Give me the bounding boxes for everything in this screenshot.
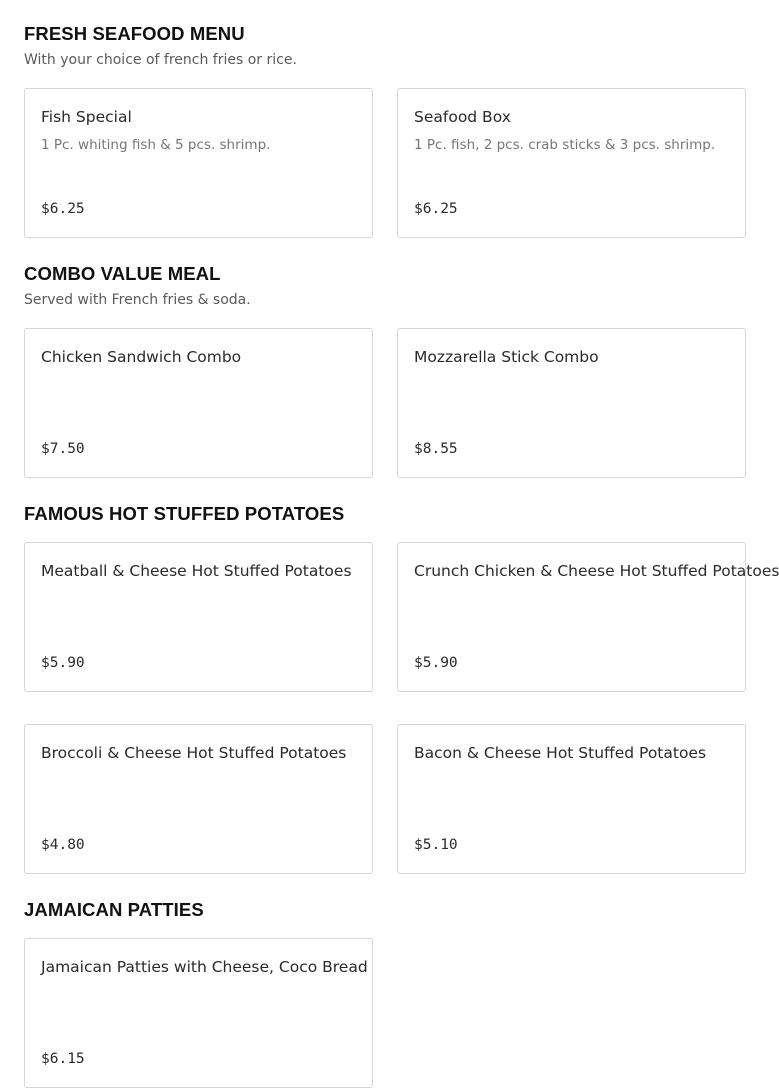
- menu-item-card[interactable]: [24, 328, 373, 478]
- menu-item-price: $5.90: [41, 655, 85, 671]
- section-title: FAMOUS HOT STUFFED POTATOES: [24, 503, 345, 524]
- menu-item-name: Jamaican Patties with Cheese, Coco Bread: [41, 958, 368, 976]
- menu-item-name: Crunch Chicken & Cheese Hot Stuffed Potatoes: [414, 562, 779, 580]
- menu-item-price: $6.15: [41, 1051, 85, 1067]
- menu-item-card[interactable]: [24, 88, 373, 238]
- menu-item-price: $6.25: [414, 201, 458, 217]
- menu-item-name: Mozzarella Stick Combo: [414, 348, 599, 366]
- menu-item-card[interactable]: [24, 724, 373, 874]
- menu-item-description: 1 Pc. fish, 2 pcs. crab sticks & 3 pcs. shrimp.: [414, 137, 716, 153]
- menu-item-card[interactable]: [24, 938, 373, 1088]
- menu-item-price: $4.80: [41, 837, 85, 853]
- section-title: COMBO VALUE MEAL: [24, 263, 221, 284]
- menu-item-name: Fish Special: [41, 108, 132, 126]
- menu-item-name: Meatball & Cheese Hot Stuffed Potatoes: [41, 562, 352, 580]
- menu-item-name: Bacon & Cheese Hot Stuffed Potatoes: [414, 744, 707, 762]
- section-title: JAMAICAN PATTIES: [24, 899, 204, 920]
- menu-item-description: 1 Pc. whiting fish & 5 pcs. shrimp.: [41, 137, 271, 153]
- menu-item-card[interactable]: [397, 328, 746, 478]
- menu-item-name: Seafood Box: [414, 108, 511, 126]
- menu-item-price: $7.50: [41, 441, 85, 457]
- menu-item-card[interactable]: [397, 724, 746, 874]
- menu-item-price: $8.55: [414, 441, 458, 457]
- menu-item-price: $6.25: [41, 201, 85, 217]
- section-description: Served with French fries & soda.: [24, 292, 251, 308]
- section-description: With your choice of french fries or rice.: [24, 52, 297, 68]
- menu-item-name: Chicken Sandwich Combo: [41, 348, 242, 366]
- menu-item-card[interactable]: [397, 88, 746, 238]
- menu-item-price: $5.10: [414, 837, 458, 853]
- menu-item-card[interactable]: [24, 542, 373, 692]
- menu-item-price: $5.90: [414, 655, 458, 671]
- menu-item-name: Broccoli & Cheese Hot Stuffed Potatoes: [41, 744, 347, 762]
- menu-item-card[interactable]: [397, 542, 779, 692]
- section-title: FRESH SEAFOOD MENU: [24, 23, 245, 44]
